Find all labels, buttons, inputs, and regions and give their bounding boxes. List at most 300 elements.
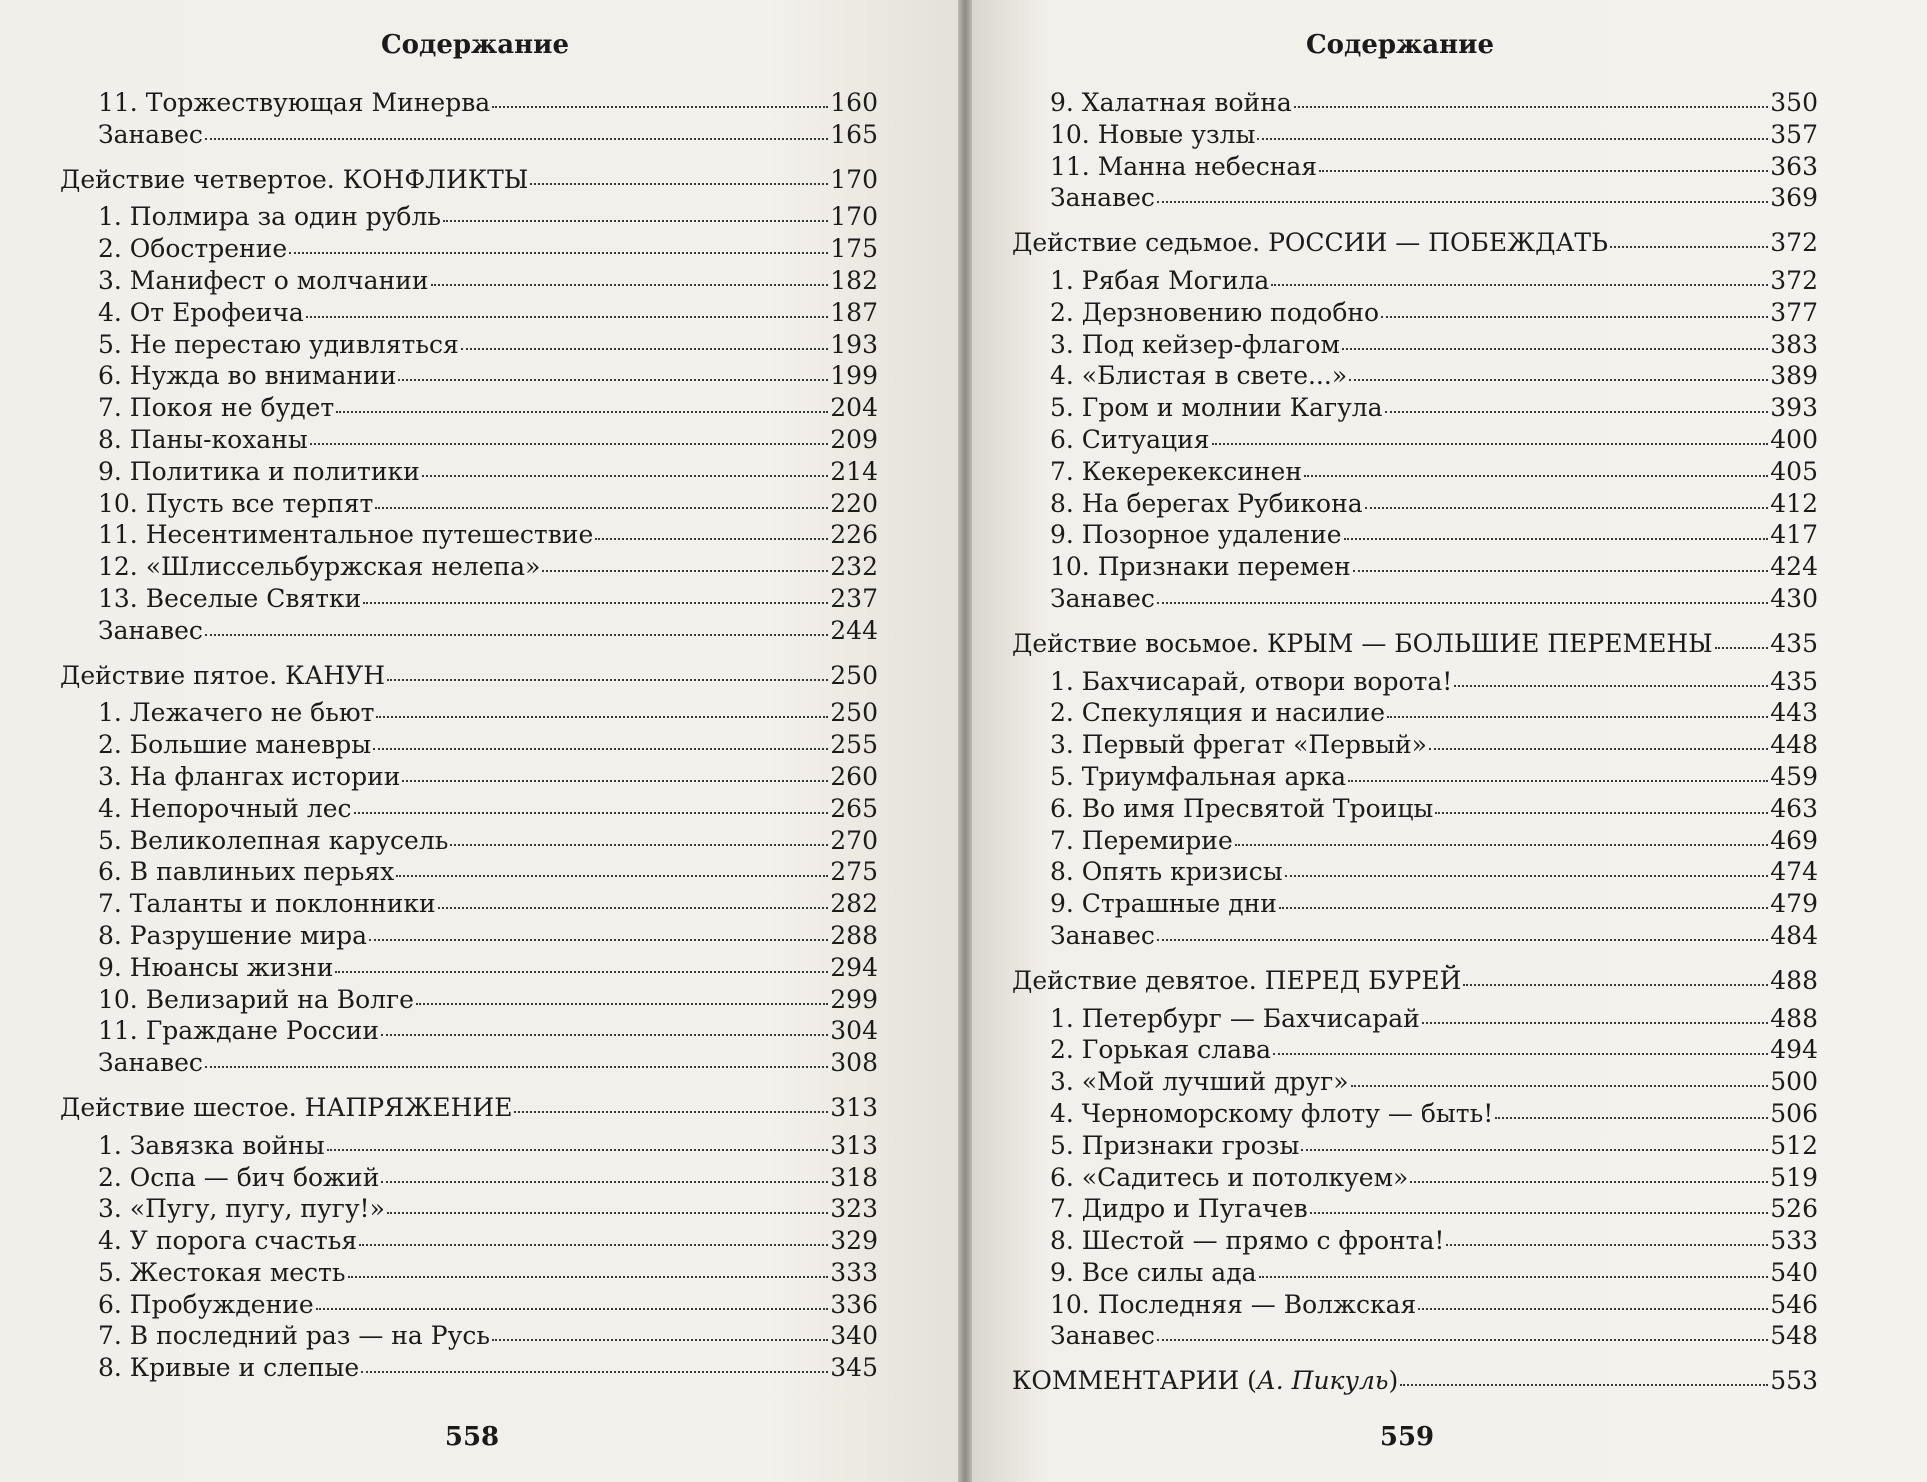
toc-entry-page: 435 [1770,628,1818,658]
toc-entry-page: 304 [830,1016,878,1046]
dot-leader [1422,1021,1768,1024]
toc-entry-page: 313 [830,1130,878,1160]
toc-entry-title: 4. У порога счастья [98,1226,358,1256]
dot-leader [1279,906,1768,909]
dot-leader [381,1180,828,1183]
toc-entry-title: Действие девятое. ПЕРЕД БУРЕЙ [1012,965,1462,995]
toc-entry-title: 3. «Мой лучший друг» [1050,1067,1349,1097]
toc-entry-title: 8. Кривые и слепые [98,1353,360,1383]
toc-entry [60,1131,878,1163]
dot-leader [1348,779,1768,782]
toc-entry-title: 10. Новые узлы [1050,119,1256,149]
dot-leader [375,506,828,509]
dot-leader [327,1148,829,1151]
toc-entry [60,120,878,152]
toc-entry-title: Действие седьмое. РОССИИ — ПОБЕЖДАТЬ [1012,228,1608,258]
dot-leader [387,678,828,681]
toc-entry-title: 3. Первый фрегат «Первый» [1050,730,1427,760]
toc-entry-page: 318 [830,1162,878,1192]
dot-leader [431,283,829,286]
toc-entry [60,234,878,266]
toc-entry-page: 260 [830,761,878,791]
toc-entry-page: 417 [1770,520,1818,550]
toc-entry-page: 170 [830,164,878,194]
toc-entry [1012,298,1818,330]
dot-leader [1365,506,1769,509]
dot-leader [1301,1148,1768,1151]
dot-leader [1271,283,1768,286]
toc-entry-title: 6. Во имя Пресвятой Троицы [1050,793,1434,823]
dot-leader [369,938,828,941]
toc-entry [60,1353,878,1385]
toc-entry [1012,88,1818,120]
toc-entry-title: 10. Велизарий на Волге [98,984,414,1014]
toc-entry-page: 474 [1770,857,1818,887]
dot-leader [450,843,828,846]
toc-entry-page: 463 [1770,793,1818,823]
toc-entry-page: 405 [1770,456,1818,486]
toc-entry [1012,520,1818,552]
toc-entry-title: 5. Великолепная карусель [98,825,449,855]
toc-entry [1012,698,1818,730]
toc-entry-page: 244 [830,615,878,645]
toc-entry [1012,1163,1818,1195]
toc-entry [1012,120,1818,152]
toc-entry-page: 459 [1770,761,1818,791]
dot-leader [443,219,828,222]
dot-leader [1304,474,1768,477]
toc-entry-page: 308 [830,1048,878,1078]
toc-entry-page: 357 [1770,119,1818,149]
toc-entry-page: 336 [830,1289,878,1319]
toc-entry-page: 250 [830,698,878,728]
toc-entry [1012,762,1818,794]
toc-entry-title: 3. Манифест о молчании [98,265,429,295]
book-gutter [958,0,972,1482]
toc-entry-page: 345 [830,1353,878,1383]
toc-entry [60,1226,878,1258]
toc-entry [1012,730,1818,762]
toc-entry [60,762,878,794]
toc-entry-title: 2. Дерзновению подобно [1050,297,1380,327]
toc-entry-title: 2. Горькая слава [1050,1035,1272,1065]
toc-entry [60,985,878,1017]
toc-entry-title: 11. Несентиментальное путешествие [98,520,594,550]
toc-entry [1012,330,1818,362]
toc-entry-page: 548 [1770,1321,1818,1351]
toc-entry [60,1163,878,1195]
dot-leader [205,137,828,140]
dot-leader [402,779,828,782]
dot-leader [1235,843,1769,846]
toc-entry-page: 187 [830,297,878,327]
dot-leader [492,1338,828,1341]
toc-entry-page: 209 [830,424,878,454]
toc-section-heading [60,1093,878,1125]
dot-leader [1273,1052,1768,1055]
toc-entry-title: 9. Страшные дни [1050,889,1277,919]
dot-leader [1259,1275,1769,1278]
toc-entry-title: 3. На флангах истории [98,761,401,791]
dot-leader [1435,811,1768,814]
dot-leader [542,569,828,572]
toc-entry-page: 526 [1770,1194,1818,1224]
dot-leader [1157,200,1768,203]
toc-entry [60,425,878,457]
dot-leader [1157,1338,1768,1341]
toc-entry [60,202,878,234]
dot-leader [1387,715,1768,718]
toc-entry [60,457,878,489]
toc-entry-title: 6. Пробуждение [98,1289,314,1319]
toc-entry-title: Занавес [98,1048,203,1078]
toc-entry-page: 275 [830,857,878,887]
toc-entry [1012,1226,1818,1258]
toc-entry-title: 7. Перемирие [1050,825,1233,855]
dot-leader [376,715,828,718]
toc-entry-page: 400 [1770,424,1818,454]
toc-entry-page: 313 [830,1092,878,1122]
toc-entry-title: 1. Полмира за один рубль [98,202,441,232]
toc-entry-title: 4. Непорочный лес [98,793,352,823]
toc-entry-title: 3. Под кейзер-флагом [1050,329,1340,359]
toc-entry-title: 11. Манна небесная [1050,151,1318,181]
toc-entry [60,1016,878,1048]
dot-leader [1294,105,1769,108]
dot-leader [359,1243,828,1246]
dot-leader [335,970,828,973]
dot-leader [530,182,828,185]
toc-entry-page: 546 [1770,1289,1818,1319]
toc-entry [60,698,878,730]
toc-entry-page: 160 [830,88,878,117]
dot-leader [1157,938,1768,941]
toc-entry-page: 214 [830,456,878,486]
toc-section-heading [1012,1366,1818,1398]
toc-entry-title: 10. Последняя — Волжская [1050,1289,1417,1319]
toc-list [1012,88,1818,1404]
toc-entry-title: Занавес [98,119,203,149]
toc-entry-title: 5. Жестокая месть [98,1257,346,1287]
toc-entry-title: 9. Позорное удаление [1050,520,1342,550]
toc-entry [1012,667,1818,699]
dot-leader [1344,537,1769,540]
dot-leader [1351,1084,1769,1087]
toc-entry-page: 220 [830,488,878,518]
dot-leader [1715,646,1769,649]
toc-entry-page: 237 [830,583,878,613]
toc-entry [1012,889,1818,921]
toc-entry [1012,1131,1818,1163]
toc-entry [60,330,878,362]
page-number: 558 [444,1422,500,1452]
dot-leader [1212,442,1769,445]
toc-entry-page: 488 [1770,965,1818,995]
toc-entry [60,826,878,858]
dot-leader [514,1110,828,1113]
toc-entry-page: 333 [830,1257,878,1287]
toc-entry-page: 533 [1770,1226,1818,1256]
toc-entry-title: 1. Рябая Могила [1050,265,1270,295]
dot-leader [387,1211,828,1214]
toc-entry-title: Занавес [1050,583,1155,613]
toc-entry-page: 199 [830,361,878,391]
left-page [0,0,958,1482]
toc-entry-page: 372 [1770,265,1818,295]
dot-leader [348,1275,829,1278]
toc-entry [60,1258,878,1290]
toc-entry-page: 232 [830,552,878,582]
dot-leader [492,105,828,108]
dot-leader [1385,410,1769,413]
dot-leader [205,1065,828,1068]
toc-entry [60,921,878,953]
dot-leader [1157,601,1768,604]
toc-entry-title: Занавес [1050,1321,1155,1351]
toc-entry-title: 12. «Шлиссельбуржская нелепа» [98,552,541,582]
toc-entry-page: 170 [830,202,878,232]
toc-entry-page: 182 [830,265,878,295]
toc-entry-title: 9. Нюансы жизни [98,952,334,982]
toc-entry [60,1194,878,1226]
toc-entry-page: 323 [830,1194,878,1224]
toc-entry [1012,489,1818,521]
toc-entry-page: 288 [830,920,878,950]
toc-entry-title: 8. Опять кризисы [1050,857,1283,887]
toc-entry [1012,457,1818,489]
dot-leader [1349,378,1768,381]
toc-entry-title: 7. Кекерекексинен [1050,456,1302,486]
toc-entry [60,520,878,552]
toc-entry [60,393,878,425]
toc-entry-page: 383 [1770,329,1818,359]
toc-entry-title: 5. Гром и молнии Кагула [1050,393,1383,423]
dot-leader [461,347,829,350]
toc-entry [60,730,878,762]
dot-leader [306,315,828,318]
dot-leader [1463,983,1768,986]
toc-list [60,88,878,1385]
dot-leader [1381,315,1768,318]
toc-entry-title: 9. Все силы ада [1050,1257,1257,1287]
dot-leader [1454,684,1768,687]
toc-entry-page: 265 [830,793,878,823]
toc-entry [1012,183,1818,215]
toc-entry-title: Действие пятое. КАНУН [60,660,386,690]
dot-leader [1285,874,1769,877]
toc-entry-page: 165 [830,119,878,149]
running-head: Содержание [380,30,570,60]
toc-entry-title: 2. Обострение [98,234,288,264]
toc-entry-page: 500 [1770,1067,1818,1097]
toc-entry [1012,584,1818,616]
dot-leader [1310,1211,1769,1214]
toc-entry [1012,857,1818,889]
toc-entry-page: 250 [830,660,878,690]
toc-entry-title: Занавес [1050,183,1155,213]
toc-entry-title: 8. Шестой — прямо с фронта! [1050,1226,1445,1256]
toc-entry [60,794,878,826]
toc-entry-title: 9. Халатная война [1050,88,1292,117]
toc-entry-title: 4. От Ерофеича [98,297,304,327]
toc-entry-title: 4. Черноморскому флоту — быть! [1050,1098,1494,1128]
toc-entry-title: 5. Триумфальная арка [1050,761,1346,791]
toc-entry [1012,1067,1818,1099]
toc-entry-title: 2. Спекуляция и насилие [1050,698,1386,728]
toc-entry [1012,152,1818,184]
toc-entry [1012,266,1818,298]
toc-entry-page: 377 [1770,297,1818,327]
dot-leader [1429,747,1768,750]
toc-entry [1012,794,1818,826]
toc-entry-title: 7. Таланты и поклонники [98,889,436,919]
toc-entry-title: КОММЕНТАРИИ (А. Пикуль) [1012,1366,1399,1396]
toc-entry-title: Действие четвертое. КОНФЛИКТЫ [60,164,529,194]
toc-entry-title: 7. Покоя не будет [98,393,335,423]
toc-section-heading [1012,966,1818,998]
dot-leader [373,747,828,750]
toc-entry [60,584,878,616]
dot-leader [354,811,829,814]
toc-entry [1012,826,1818,858]
dot-leader [361,1370,828,1373]
dot-leader [438,906,829,909]
toc-entry-title: 1. Завязка войны [98,1130,325,1160]
toc-entry-page: 519 [1770,1162,1818,1192]
toc-entry-title: Действие восьмое. КРЫМ — БОЛЬШИЕ ПЕРЕМЕНЫ [1012,628,1713,658]
right-page [972,0,1927,1482]
dot-leader [1257,137,1768,140]
toc-entry-page: 479 [1770,889,1818,919]
toc-entry-title: 2. Большие маневры [98,730,372,760]
toc-entry-page: 294 [830,952,878,982]
dot-leader [595,537,828,540]
dot-leader [398,378,828,381]
dot-leader [289,251,828,254]
toc-entry-page: 424 [1770,552,1818,582]
toc-entry-title: 1. Лежачего не бьют [98,698,375,728]
toc-entry [60,889,878,921]
dot-leader [336,410,828,413]
toc-entry [60,298,878,330]
toc-entry-page: 448 [1770,730,1818,760]
toc-entry-page: 363 [1770,151,1818,181]
dot-leader [363,601,828,604]
toc-entry [60,361,878,393]
toc-entry-title: 2. Оспа — бич божий [98,1162,380,1192]
toc-entry [1012,1258,1818,1290]
toc-entry-page: 193 [830,329,878,359]
toc-entry-page: 350 [1770,88,1818,117]
toc-entry [1012,1321,1818,1353]
toc-entry-page: 412 [1770,488,1818,518]
toc-entry-page: 389 [1770,361,1818,391]
toc-entry-page: 469 [1770,825,1818,855]
toc-entry [60,552,878,584]
toc-entry [60,953,878,985]
toc-entry-page: 175 [830,234,878,264]
toc-entry-title: 9. Политика и политики [98,456,420,486]
toc-entry-title: 10. Пусть все терпят [98,488,374,518]
toc-entry-title: 10. Признаки перемен [1050,552,1351,582]
dot-leader [1319,169,1768,172]
toc-section-heading [60,661,878,693]
dot-leader [1400,1383,1768,1386]
toc-entry [1012,1099,1818,1131]
toc-entry [60,1048,878,1080]
toc-entry-page: 299 [830,984,878,1014]
toc-entry [1012,1035,1818,1067]
toc-section-heading [1012,629,1818,661]
dot-leader [1342,347,1768,350]
dot-leader [205,633,828,636]
toc-entry-page: 484 [1770,920,1818,950]
toc-entry-title: Действие шестое. НАПРЯЖЕНИЕ [60,1092,513,1122]
toc-entry-page: 255 [830,730,878,760]
dot-leader [1610,245,1768,248]
toc-entry-title: 8. На берегах Рубикона [1050,488,1363,518]
toc-section-heading [1012,228,1818,260]
toc-entry-title: Занавес [98,615,203,645]
toc-entry-page: 393 [1770,393,1818,423]
toc-entry-title: 8. Разрушение мира [98,920,367,950]
toc-section-heading [60,165,878,197]
dot-leader [381,1033,828,1036]
toc-entry [1012,552,1818,584]
toc-entry-title: 1. Бахчисарай, отвори ворота! [1050,666,1453,696]
dot-leader [422,474,828,477]
toc-entry [1012,425,1818,457]
toc-entry-title: 6. Нужда во внимании [98,361,397,391]
toc-entry-title: 11. Граждане России [98,1016,380,1046]
toc-entry-page: 506 [1770,1098,1818,1128]
dot-leader [396,874,828,877]
toc-entry [60,857,878,889]
toc-entry-title: 4. «Блистая в свете...» [1050,361,1348,391]
toc-entry-page: 494 [1770,1035,1818,1065]
toc-entry-page: 553 [1770,1366,1818,1396]
toc-entry-title: 8. Паны-коханы [98,424,308,454]
dot-leader [416,1002,828,1005]
page-number: 559 [1379,1422,1435,1452]
toc-entry-page: 226 [830,520,878,550]
toc-entry [60,266,878,298]
toc-entry-page: 488 [1770,1003,1818,1033]
toc-entry [60,489,878,521]
dot-leader [310,442,829,445]
dot-leader [1446,1243,1768,1246]
toc-entry-page: 340 [830,1321,878,1351]
toc-entry-title: 6. «Садитесь и потолкуем» [1050,1162,1409,1192]
toc-entry-page: 512 [1770,1130,1818,1160]
toc-entry-title: 5. Признаки грозы [1050,1130,1300,1160]
dot-leader [1418,1307,1768,1310]
toc-entry-title: 11. Торжествующая Минерва [98,88,491,117]
toc-entry-title: 3. «Пугу, пугу, пугу!» [98,1194,385,1224]
toc-entry [1012,1290,1818,1322]
toc-entry [1012,1194,1818,1226]
toc-entry-title: 1. Петербург — Бахчисарай [1050,1003,1420,1033]
toc-entry [60,616,878,648]
toc-entry-page: 540 [1770,1257,1818,1287]
toc-entry-page: 282 [830,889,878,919]
toc-entry-title: 7. Дидро и Пугачев [1050,1194,1308,1224]
toc-entry-page: 270 [830,825,878,855]
toc-entry [60,88,878,120]
toc-entry-page: 430 [1770,583,1818,613]
toc-entry [1012,1004,1818,1036]
running-head: Содержание [1305,30,1495,60]
